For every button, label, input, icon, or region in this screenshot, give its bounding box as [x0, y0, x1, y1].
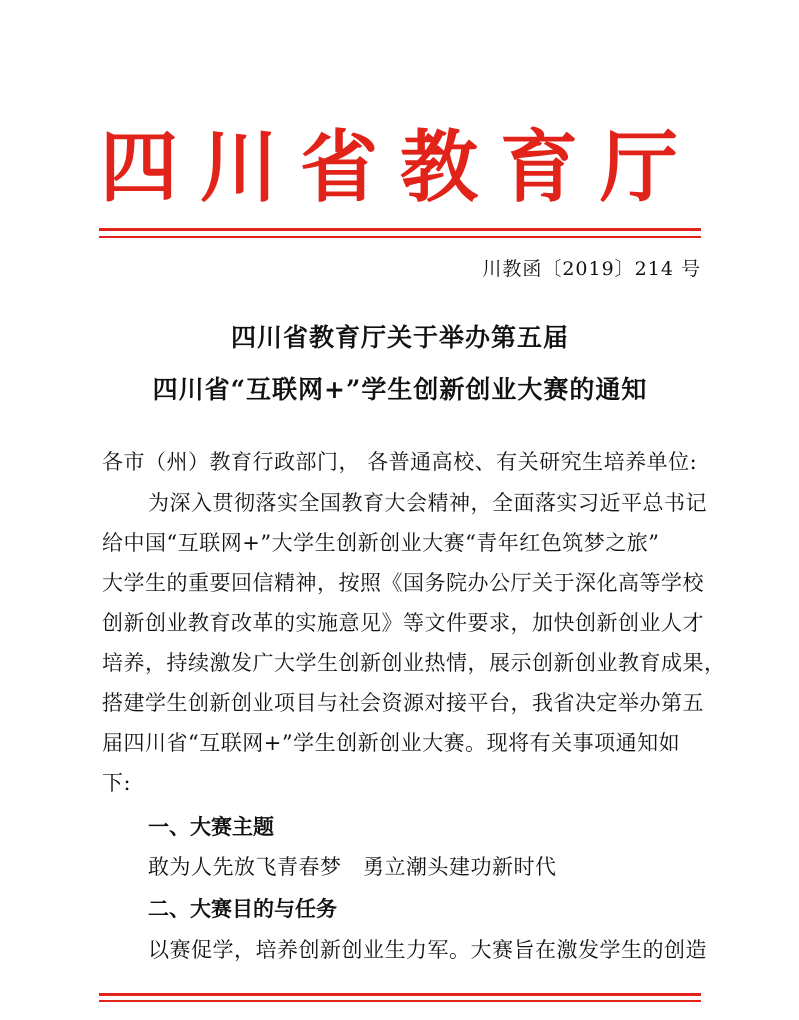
paragraph-line: 培养，持续激发广大学生创新创业热情，展示创新创业教育成果，: [102, 651, 726, 675]
paragraph-line: 为深入贯彻落实全国教育大会精神，全面落实习近平总书记: [148, 491, 707, 515]
document-title-line-2: 四川省“互联网+”学生创新创业大赛的通知: [152, 375, 648, 404]
issuer-masthead: 四川省教育厅: [100, 122, 701, 213]
paragraph-line: 届四川省“互联网+”学生创新创业大赛。现将有关事项通知如: [102, 731, 681, 755]
footer-rule-thin: [99, 1000, 701, 1002]
salutation: 各市（州）教育行政部门， 各普通高校、有关研究生培养单位:: [102, 450, 698, 474]
paragraph-line: 下:: [102, 771, 132, 795]
document-number: 川教函〔2019〕214 号: [482, 258, 701, 280]
document-title-line-1: 四川省教育厅关于举办第五届: [230, 323, 569, 352]
section-heading-2: 二、大赛目的与任务: [148, 897, 337, 921]
paragraph-line: 搭建学生创新创业项目与社会资源对接平台，我省决定举办第五: [102, 691, 704, 715]
masthead-rule-thick: [99, 228, 701, 231]
paragraph-line: 创新创业教育改革的实施意见》等文件要求，加快创新创业人才: [102, 611, 704, 635]
paragraph-line: 大学生的重要回信精神，按照《国务院办公厅关于深化高等学校: [102, 571, 704, 595]
masthead-rule-thin: [99, 236, 701, 238]
paragraph-line: 给中国“互联网+”大学生创新创业大赛“青年红色筑梦之旅”: [102, 531, 660, 555]
footer-rule-thick: [99, 993, 701, 996]
section-heading-1: 一、大赛主题: [148, 815, 274, 839]
section-1-text: 敢为人先放飞青春梦 勇立潮头建功新时代: [148, 855, 557, 879]
section-2-text: 以赛促学，培养创新创业生力军。大赛旨在激发学生的创造: [148, 938, 707, 962]
